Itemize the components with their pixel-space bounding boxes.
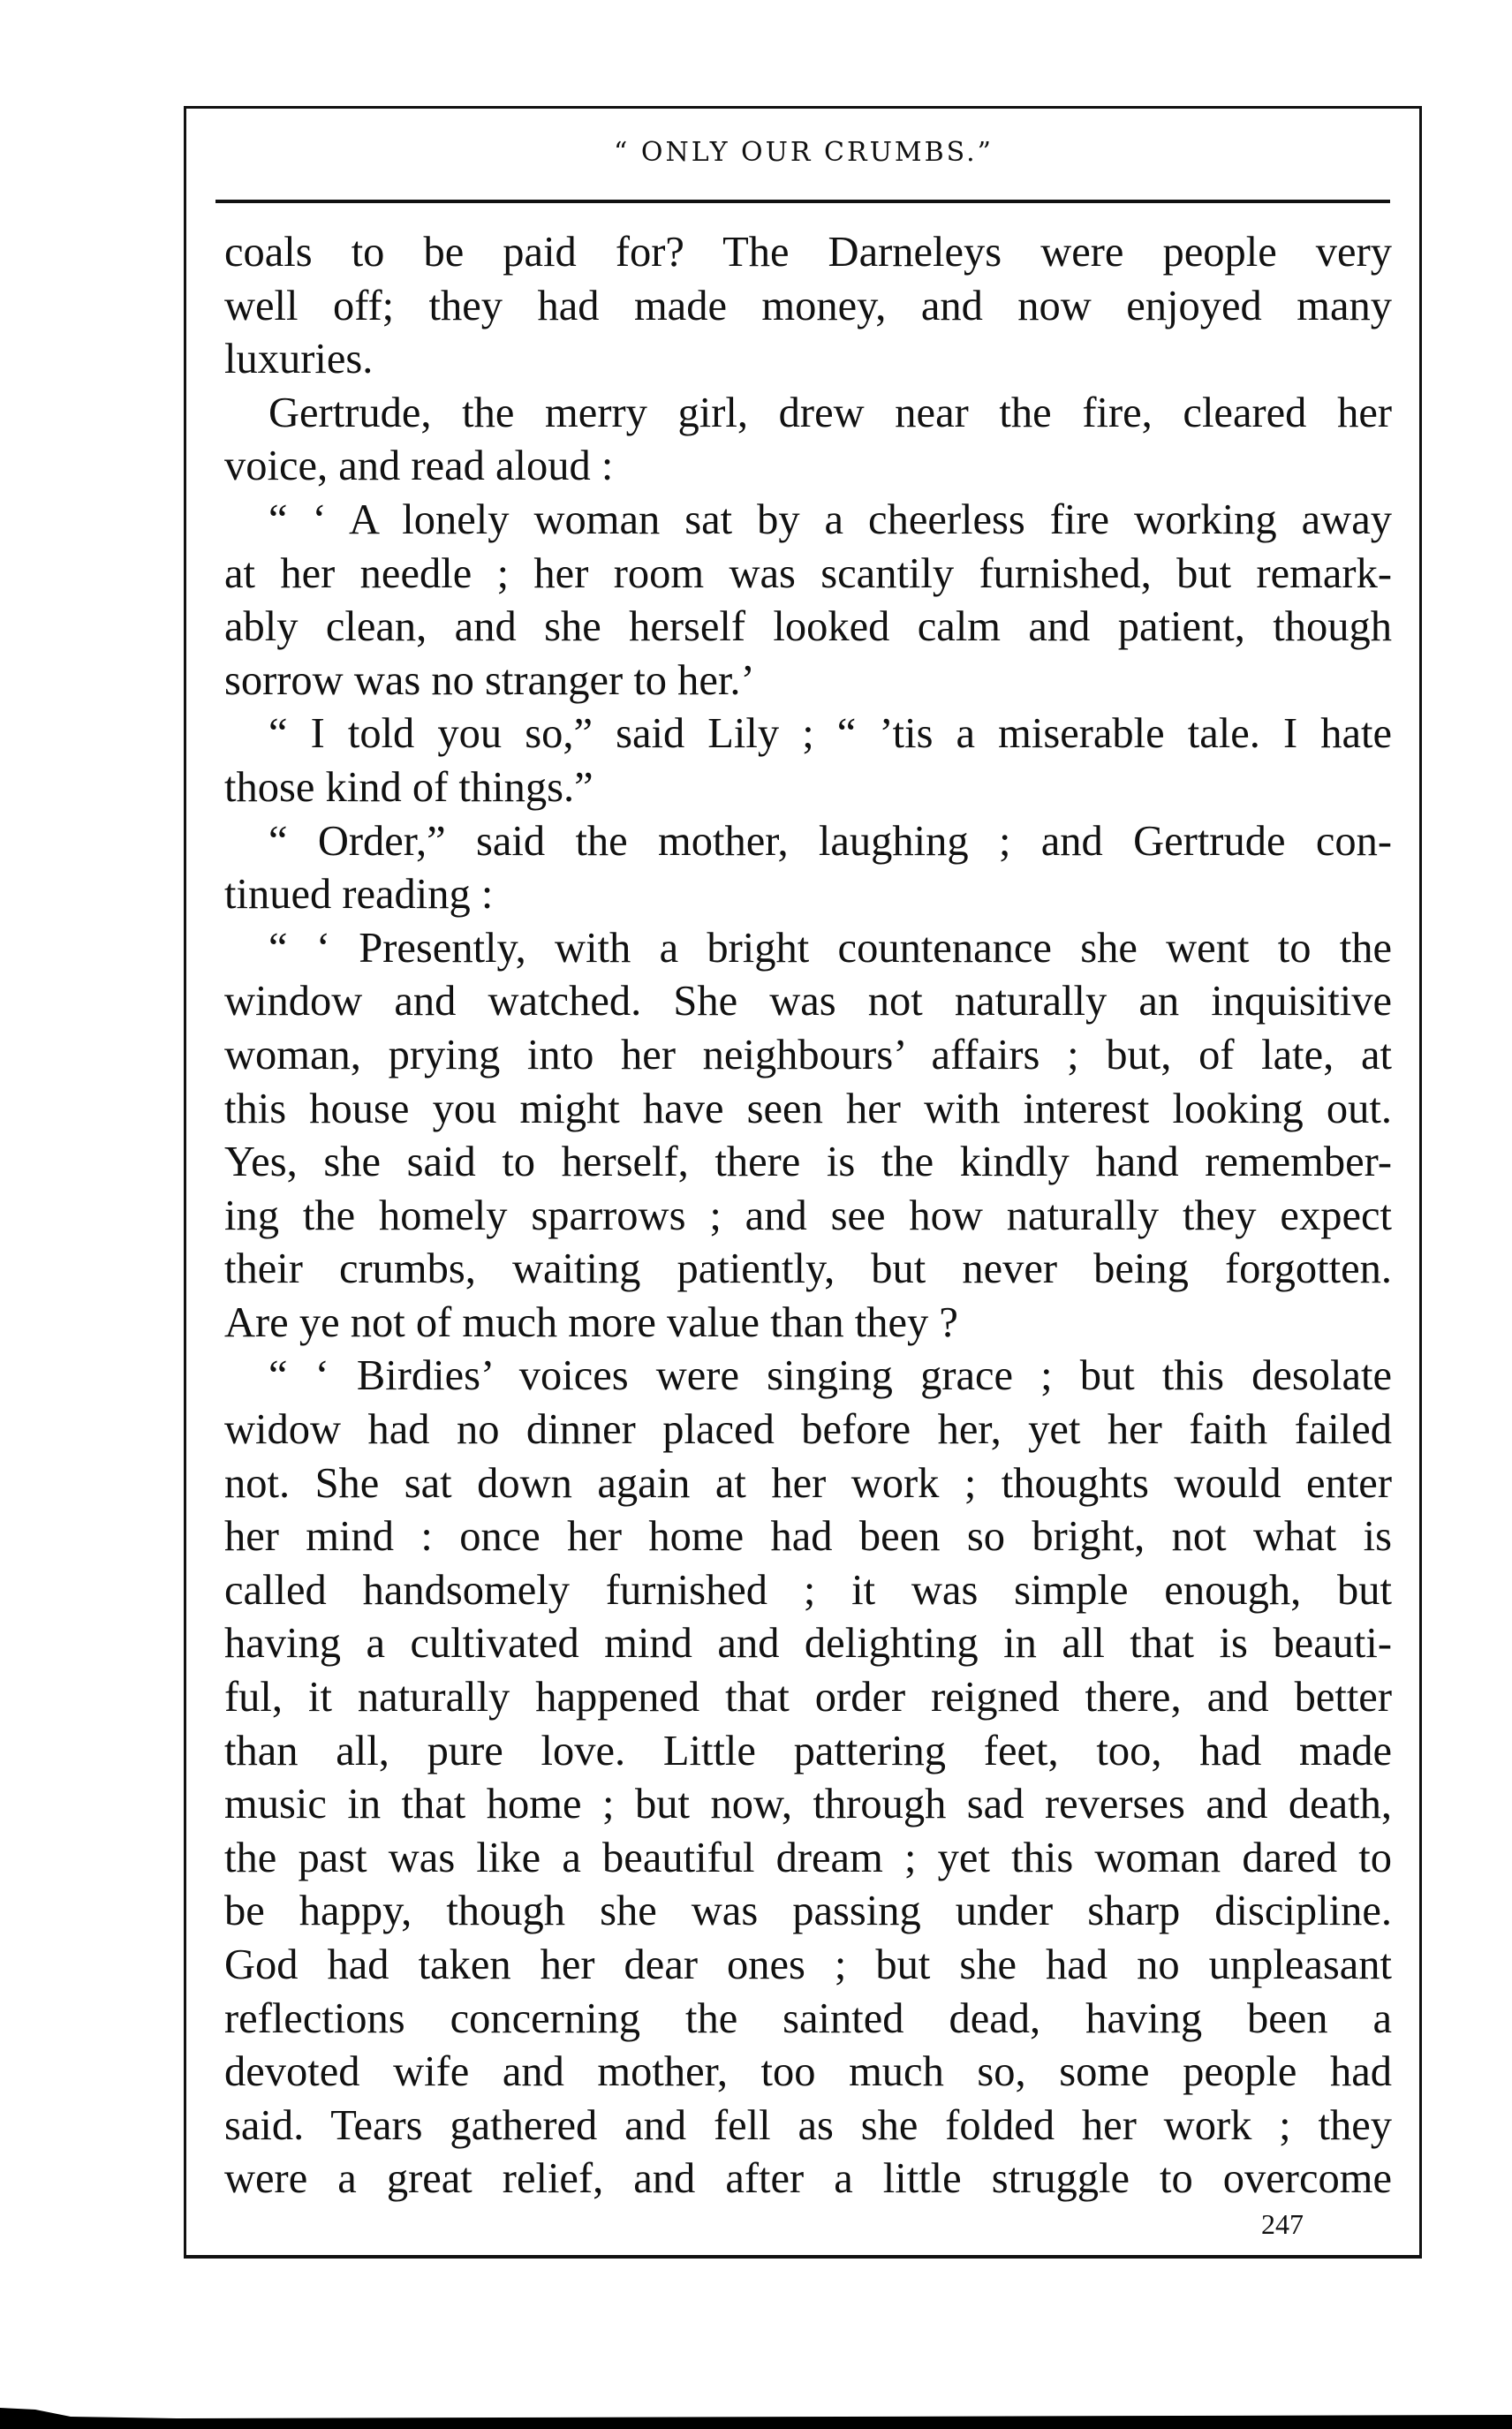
text-line: said. Tears gathered and fell as she folded her work ; they [224, 2101, 1392, 2149]
text-line: “ ‘ Presently, with a bright countenance she went to the [268, 924, 1392, 972]
paragraph [224, 494, 1392, 708]
body-text [224, 226, 1392, 2206]
text-line: voice, and read aloud : [224, 443, 614, 490]
text-line: their crumbs, waiting patiently, but never being forgotten. [224, 1245, 1392, 1293]
paragraph [224, 387, 1392, 494]
paragraph [224, 226, 1392, 387]
text-line: music in that home ; but now, through sad reverses and death, [224, 1781, 1392, 1828]
frame-bottom-rule [184, 2255, 1422, 2259]
text-line: her mind : once her home had been so bright, not what is [224, 1513, 1392, 1561]
text-line: ably clean, and she herself looked calm and patient, though [224, 603, 1392, 651]
text-line: well off; they had made money, and now enjoyed many [224, 282, 1392, 329]
paragraph [224, 1350, 1392, 2206]
text-line: be happy, though she was passing under sharp discipline. [224, 1888, 1392, 1935]
text-line: Are ye not of much more value than they ? [224, 1298, 958, 1346]
text-line: devoted wife and mother, too much so, some people had [224, 2048, 1392, 2096]
text-line: reflections concerning the sainted dead, having been a [224, 1994, 1392, 2042]
header-rule [215, 200, 1390, 203]
text-line: the past was like a beautiful dream ; yet this woman dared to [224, 1834, 1392, 1881]
text-line: ing the homely sparrows ; and see how naturally they expect [224, 1192, 1392, 1239]
text-line: “ I told you so,” said Lily ; “ ’tis a miserable tale. I hate [268, 710, 1392, 758]
text-line: woman, prying into her neighbours’ affairs ; but, of late, at [224, 1031, 1392, 1078]
text-line: Gertrude, the merry girl, drew near the fire, cleared her [268, 389, 1392, 436]
text-line: were a great relief, and after a little struggle to overcome [224, 2155, 1392, 2203]
running-title: “ ONLY OUR CRUMBS.” [613, 137, 994, 168]
text-line: “ ‘ A lonely woman sat by a cheerless fire working away [268, 496, 1392, 543]
text-line: “ ‘ Birdies’ voices were singing grace ; but this desolate [268, 1352, 1392, 1400]
page-number: 247 [1261, 2208, 1304, 2240]
text-line: coals to be paid for? The Darneleys were people very [224, 229, 1392, 276]
paragraph [224, 815, 1392, 922]
text-line: ful, it naturally happened that order reigned there, and better [224, 1674, 1392, 1721]
text-line: tinued reading : [224, 871, 494, 919]
text-line: at her needle ; her room was scantily furnished, but remark- [224, 549, 1392, 597]
text-line: window and watched. She was not naturally an inquisitive [224, 978, 1392, 1025]
text-line: “ Order,” said the mother, laughing ; and Gertrude con- [268, 817, 1392, 865]
text-line: sorrow was no stranger to her.’ [224, 656, 755, 704]
text-line: God had taken her dear ones ; but she had no unpleasant [224, 1941, 1392, 1988]
scan-bottom-edge [0, 2404, 1512, 2429]
paragraph [224, 708, 1392, 814]
text-line: this house you might have seen her with interest looking out. [224, 1085, 1392, 1132]
text-line: than all, pure love. Little pattering feet, too, had made [224, 1727, 1392, 1774]
text-line: not. She sat down again at her work ; thoughts would enter [224, 1459, 1392, 1507]
text-line: widow had no dinner placed before her, yet her faith failed [224, 1406, 1392, 1454]
text-line: those kind of things.” [224, 763, 593, 811]
text-line: called handsomely furnished ; it was simple enough, but [224, 1566, 1392, 1614]
text-line: having a cultivated mind and delighting in all that is beauti- [224, 1620, 1392, 1668]
text-line: Yes, she said to herself, there is the kindly hand remember- [224, 1139, 1392, 1186]
text-line: luxuries. [224, 336, 374, 383]
paragraph [224, 922, 1392, 1351]
